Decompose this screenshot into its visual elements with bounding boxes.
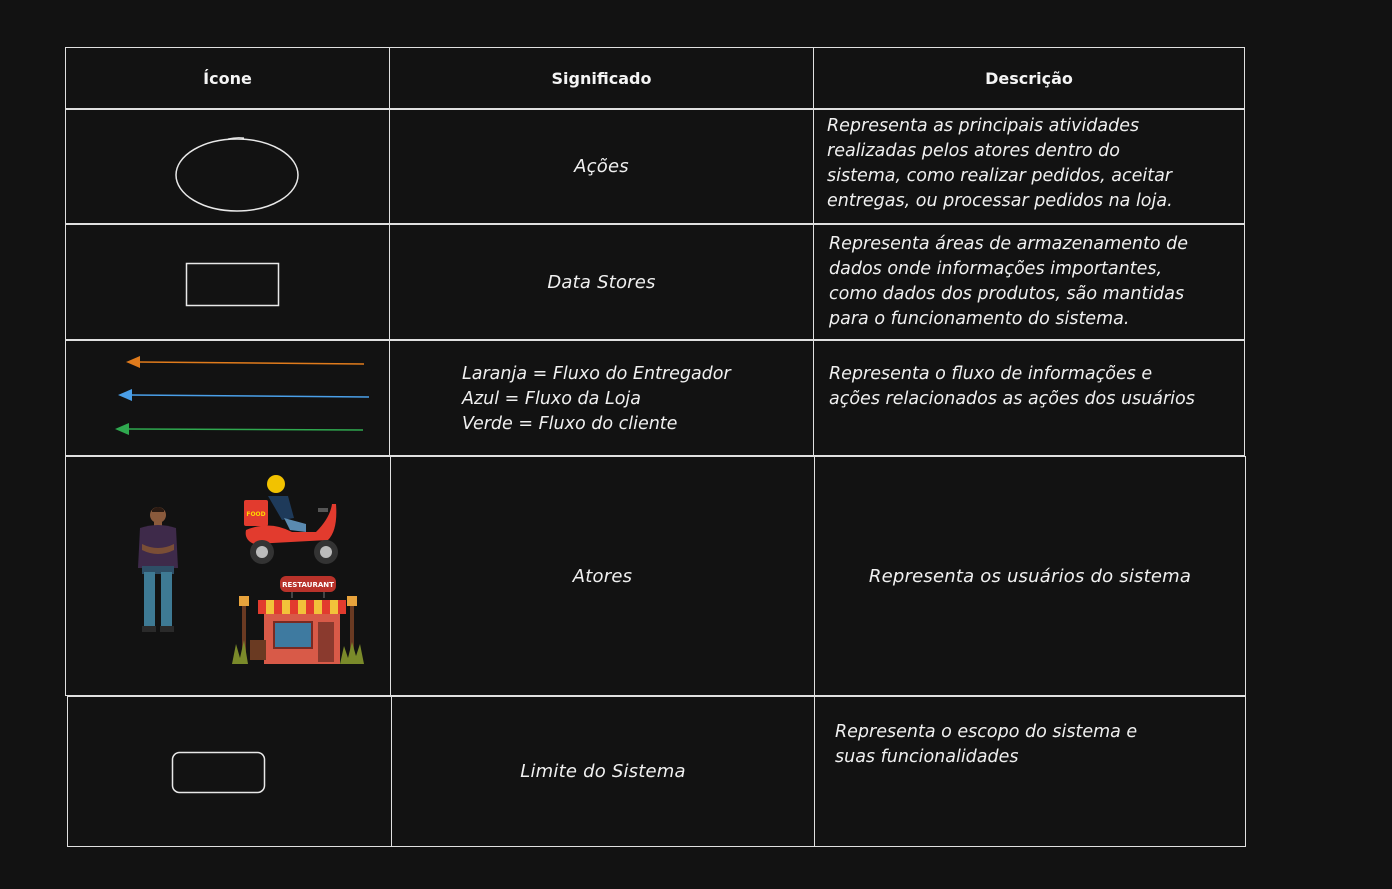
row-boundary-desc-cell xyxy=(814,696,1246,847)
header-description-cell xyxy=(813,47,1245,109)
description-actions: Representa as principais atividades realizadas pelos atores dentro do sistema, como realizar pedidos, aceitar entregas, ou processar pedidos na loja. xyxy=(827,116,1173,211)
description-flows: Representa o fluxo de informações e ações relacionados as ações dos usuários xyxy=(829,364,1195,409)
description-boundary: Representa o escopo do sistema e suas funcionalidades xyxy=(835,722,1138,767)
ellipse-icon xyxy=(170,133,305,217)
header-icon-label: Ícone xyxy=(203,68,252,88)
meaning-actions: Ações xyxy=(574,156,629,177)
description-actors: Representa os usuários do sistema xyxy=(868,565,1192,587)
rounded-rectangle-icon xyxy=(171,751,267,795)
green-arrow xyxy=(115,423,363,435)
meaning-datastores: Data Stores xyxy=(547,271,656,293)
row-actors-desc-cell xyxy=(814,456,1246,696)
svg-text:FOOD: FOOD xyxy=(246,511,266,518)
row-boundary-meaning-cell xyxy=(391,696,815,847)
svg-text:RESTAURANT: RESTAURANT xyxy=(282,581,334,589)
person-icon xyxy=(132,502,184,636)
header-meaning-cell xyxy=(389,47,814,109)
header-meaning-label: Significado xyxy=(551,68,652,88)
orange-arrow xyxy=(126,356,364,368)
description-datastores: Representa áreas de armazenamento de dados onde informações importantes, como dados dos produtos, são mantidas para o funcionamento do sistema. xyxy=(829,234,1189,329)
meaning-actors: Atores xyxy=(572,565,633,587)
restaurant-icon xyxy=(232,574,364,666)
meaning-boundary: Limite do Sistema xyxy=(520,761,686,782)
meaning-flows: Laranja = Fluxo do Entregador Azul = Fluxo da Loja Verde = Fluxo do cliente xyxy=(462,364,731,434)
row-actions-meaning-cell xyxy=(389,109,814,224)
row-datastores-meaning-cell xyxy=(389,224,814,340)
header-icon-cell xyxy=(65,47,390,109)
arrows-icon xyxy=(110,350,380,442)
rectangle-icon xyxy=(185,262,281,308)
blue-arrow xyxy=(118,389,369,401)
delivery-scooter-icon xyxy=(240,474,344,570)
row-actors-meaning-cell xyxy=(390,456,815,696)
header-description-label: Descrição xyxy=(985,68,1073,88)
